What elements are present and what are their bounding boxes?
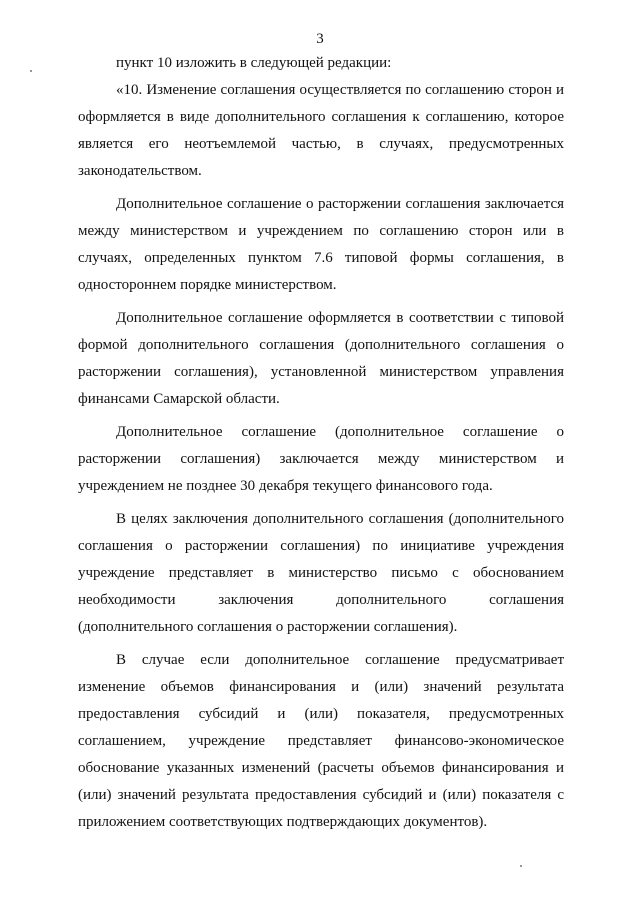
paragraph-termination: Дополнительное соглашение о расторжении соглашения заключается между министерством и учреждением по соглашению сторон или в случаях, определенных пунктом 7.6 типовой формы соглашения, в одностороннем порядке министерством. — [78, 196, 564, 293]
paragraph-financing-change: В случае если дополнительное соглашение предусматривает изменение объемов финансирования и (или) значений результата предоставления субсидий и (или) показателя, предусмотренных соглашением, учреждение представляет финансово-экономическое обоснование указанных изменений (расчеты объемов финансирования и (или) значений результата предоставления субсидий и (или) показателя с приложением соответствующих подтверждающих документов). — [78, 652, 564, 830]
scan-speck — [520, 865, 522, 867]
paragraph-initiative: В целях заключения дополнительного соглашения (дополнительного соглашения о расторжении соглашения) по инициативе учреждения учреждение представляет в министерство письмо с обоснованием необходимости заключения дополнительного соглашения (дополнительного соглашения о расторжении соглашения). — [78, 511, 564, 635]
paragraph-form: Дополнительное соглашение оформляется в соответствии с типовой формой дополнительного соглашения (дополнительного соглашения о расторжении соглашения), установленной министерством управления финансами Самарской области. — [78, 310, 564, 407]
paragraph-deadline: Дополнительное соглашение (дополнительное соглашение о расторжении соглашения) заключается между министерством и учреждением не позднее 30 декабря текущего финансового года. — [78, 424, 564, 494]
document-body — [78, 50, 564, 836]
paragraph-intro: пункт 10 изложить в следующей редакции: — [116, 55, 392, 71]
scan-speck — [30, 70, 32, 72]
page-number: 3 — [316, 31, 324, 47]
paragraph-clause-10: «10. Изменение соглашения осуществляется по соглашению сторон и оформляется в виде дополнительного соглашения к соглашению, которое является его неотъемлемой частью, в случаях, предусмотренных законодательством. — [78, 82, 564, 179]
